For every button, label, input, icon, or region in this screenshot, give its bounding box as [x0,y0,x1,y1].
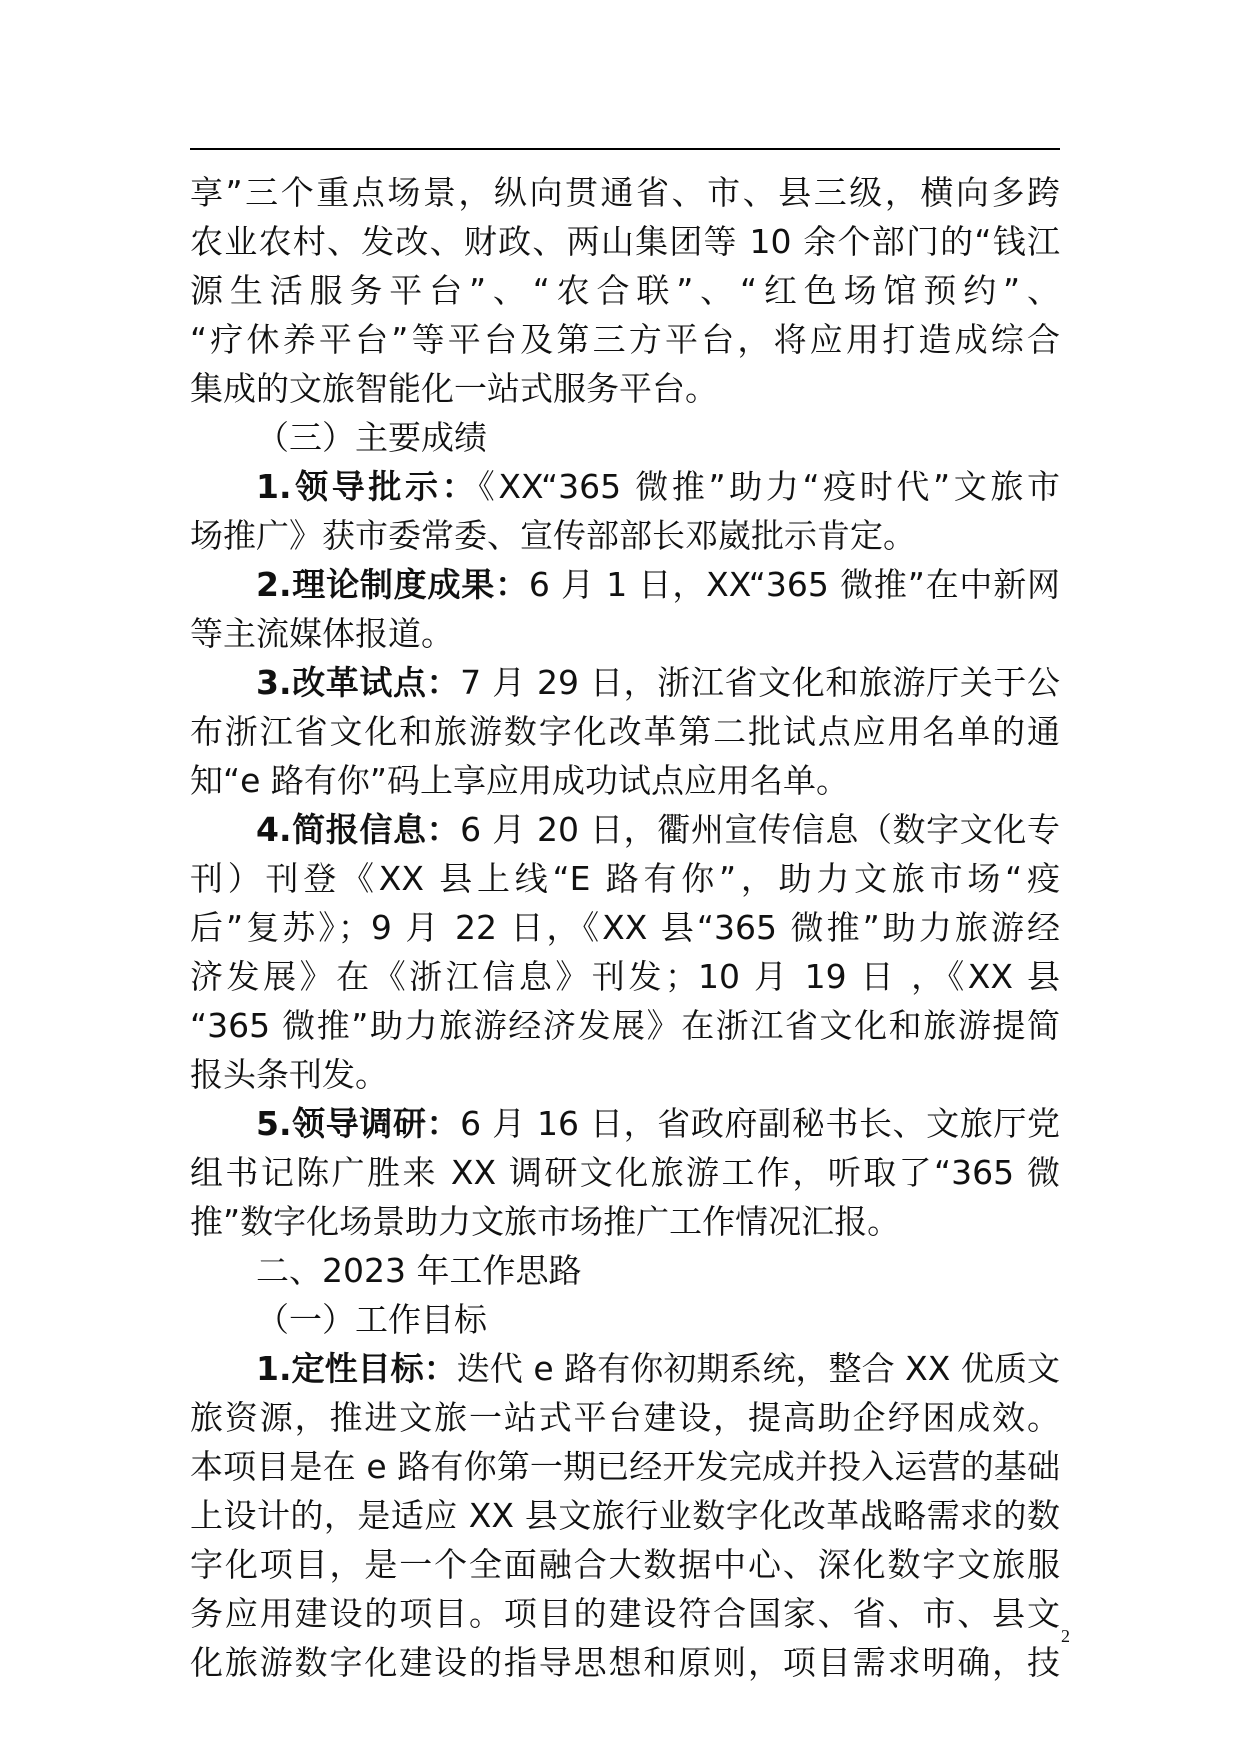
item-lead: 1.领导批示： [256,467,479,506]
paragraph-line [190,1344,1060,1393]
item-lead: 5.领导调研： [256,1104,461,1143]
item-lead: 3.改革试点： [256,663,461,702]
paragraph-line: 布浙江省文化和旅游数字化改革第二批试点应用名单的通 [190,712,1060,751]
item-text: 《XX“365 微推”助力“疫时代”文旅市 [478,467,1060,506]
item-text: 6 月 1 日，XX“365 微推”在中新网 [528,565,1060,604]
paragraph-line: 等主流媒体报道。 [190,614,454,653]
paragraph-line: 刊）刊登《XX 县上线“E 路有你”，助力文旅市场“疫 [190,859,1060,898]
paragraph-line: “疗休养平台”等平台及第三方平台，将应用打造成综合 [190,320,1060,359]
item-lead: 2.理论制度成果： [256,565,529,604]
paragraph-line [190,658,1060,707]
paragraph-line: 本项目是在 e 路有你第一期已经开发完成并投入运营的基础 [190,1447,1060,1486]
paragraph-line: 源生活服务平台”、“农合联”、“红色场馆预约”、 [190,271,1060,310]
item-text: 6 月 20 日，衢州宣传信息（数字文化专 [460,810,1060,849]
paragraph-line: 组书记陈广胜来 XX 调研文化旅游工作，听取了“365 微 [190,1153,1060,1192]
section-heading: （一）工作目标 [256,1300,487,1339]
paragraph-line: 农业农村、发改、财政、两山集团等 10 余个部门的“钱江 [190,222,1060,261]
item-text: 6 月 16 日，省政府副秘书长、文旅厅党 [460,1104,1060,1143]
paragraph-line: 知“e 路有你”码上享应用成功试点应用名单。 [190,761,849,800]
paragraph-line: 后”复苏》；9 月 22 日，《XX 县“365 微推”助力旅游经 [190,908,1060,947]
paragraph-line: 济发展》在《浙江信息》刊发；10 月 19 日 ，《XX 县 [190,957,1060,996]
paragraph-line: 场推广》获市委常委、宣传部部长邓崴批示肯定。 [190,516,916,555]
item-lead: 4.简报信息： [256,810,461,849]
paragraph-line: 集成的文旅智能化一站式服务平台。 [190,369,718,408]
paragraph-line: 旅资源，推进文旅一站式平台建设，提高助企纾困成效。 [190,1398,1060,1437]
paragraph-line [190,805,1060,854]
paragraph-line [190,462,1060,511]
paragraph-line: 享”三个重点场景，纵向贯通省、市、县三级，横向多跨 [190,173,1060,212]
paragraph-line: 化旅游数字化建设的指导思想和原则，项目需求明确，技 [190,1643,1060,1682]
paragraph-line [190,1099,1060,1148]
section-heading: 二、2023 年工作思路 [256,1251,582,1290]
paragraph-line: 报头条刊发。 [190,1055,388,1094]
paragraph-line: 推”数字化场景助力文旅市场推广工作情况汇报。 [190,1202,901,1241]
document-body [190,168,1060,1687]
item-text: 7 月 29 日，浙江省文化和旅游厅关于公 [460,663,1060,702]
item-lead: 1.定性目标： [256,1349,457,1388]
paragraph-line: 字化项目，是一个全面融合大数据中心、深化数字文旅服 [190,1545,1060,1584]
section-heading: （三）主要成绩 [256,418,487,457]
page-number: 2 [1061,1626,1070,1646]
item-text: 迭代 e 路有你初期系统，整合 XX 优质文 [456,1349,1060,1388]
header-rule [190,148,1060,150]
paragraph-line [190,560,1060,609]
paragraph-line: 务应用建设的项目。项目的建设符合国家、省、市、县文 [190,1594,1060,1633]
paragraph-line: “365 微推”助力旅游经济发展》在浙江省文化和旅游提简 [190,1006,1060,1045]
paragraph-line: 上设计的，是适应 XX 县文旅行业数字化改革战略需求的数 [190,1496,1060,1535]
